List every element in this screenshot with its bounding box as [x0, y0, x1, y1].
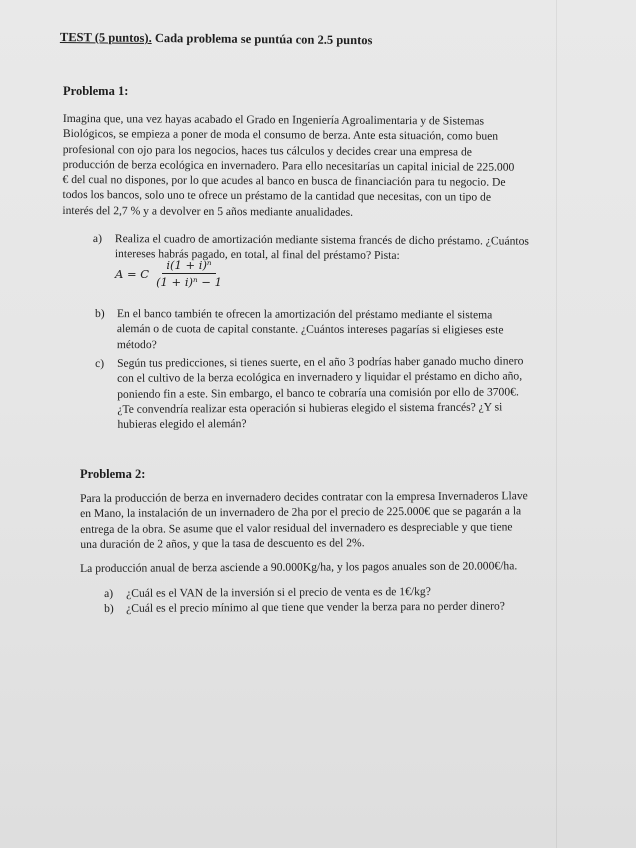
problema2-production: La producción anual de berza asciende a 90.000Kg/ha, y los pagos anuales son de 20.000€/ha.	[80, 559, 518, 575]
problema1-intro-line: profesional con ojo para los negocios, haces tus cálculos y decides crear una empresa de	[62, 142, 472, 159]
item-a-line: Realiza el cuadro de amortización mediante sistema francés de dicho préstamo. ¿Cuántos	[114, 232, 529, 248]
problema1-intro	[62, 111, 547, 221]
item-b-line: alemán o de cuota de capital constante. ¿Cuántos intereses pagarías si eligieses este	[116, 322, 504, 337]
formula-fraction	[152, 258, 226, 289]
problema1-intro-line: Biológicos, se empieza a poner de moda el consumo de berza. Ante esta situación, como buen	[62, 127, 499, 143]
problema1-title: Problema 1:	[63, 84, 129, 98]
problema1-intro-line: producción de berza ecológica en invernadero. Para ello necesitarías un capital inicial de 225.000	[62, 157, 515, 174]
item-a-line: intereses habrás pagado, en total, al final del préstamo? Pista:	[114, 247, 400, 263]
problema1-item-b	[95, 306, 565, 356]
problema1-intro-line: interés del 2,7 % y a devolver en 5 años mediante anualidades.	[62, 203, 354, 219]
item-c-line: Según tus predicciones, si tienes suerte, en el año 3 podrías haber ganado mucho dinero	[117, 354, 524, 370]
formula-numerator: i(1 + i)ⁿ	[162, 258, 215, 274]
item-label: a)	[92, 231, 103, 246]
problema1-intro-line: € del cual no dispones, por lo que acudes al banco en busca de financiación para tu negocio. De	[62, 173, 506, 189]
test-header	[60, 30, 580, 50]
item-b-text: ¿Cuál es el precio mínimo al que tiene que vender la berza para no perder dinero?	[126, 599, 505, 615]
item-c-line: poniendo fin a este. Sin embargo, el banco te cobraría una comisión por ello de 3700€.	[117, 385, 519, 401]
problema2-intro-line: en Mano, la instalación de un invernadero de 2ha por el precio de 225.000€ que se pagarán a la	[80, 504, 522, 521]
item-a-text: ¿Cuál es el VAN de la inversión si el precio de venta es de 1€/kg?	[126, 585, 431, 600]
problema2-intro	[80, 488, 560, 552]
problema2-title: Problema 2:	[80, 467, 146, 481]
problema2-item-b	[104, 598, 554, 617]
formula-lhs: A = C	[115, 266, 150, 281]
formula-denominator: (1 + i)ⁿ − 1	[156, 275, 222, 289]
item-label: b)	[104, 601, 114, 615]
problema2-intro-line: entrega de la obra. Se asume que el valor residual del invernadero es despreciable y que tiene	[80, 519, 513, 536]
item-c-line: hubieras elegido el alemán?	[117, 417, 247, 432]
problema1-item-c	[95, 353, 570, 436]
item-c-line: ¿Te convendría realizar esta operación si hubieras elegido el sistema francés? ¿Y si	[117, 400, 503, 416]
problema2-intro-line: Para la producción de berza en invernadero decides contratar con la empresa Invernaderos Llave	[80, 489, 528, 505]
item-label: a)	[104, 586, 114, 600]
item-b-line: En el banco también te ofrecen la amortización del préstamo mediante el sistema	[116, 307, 493, 322]
item-b-line: método?	[116, 337, 157, 351]
test-header-rest: Cada problema se puntúa con 2.5 puntos	[151, 30, 373, 48]
problema1-intro-line: Imagina que, una vez hayas acabado el Grado en Ingeniería Agroalimentaria y de Sistemas	[62, 111, 485, 128]
item-c-line: con el cultivo de la berza ecológica en invernadero y liquidar el préstamo en dicho año,	[117, 369, 523, 386]
problema2-intro-line: una duración de 2 años, y que la tasa de descuento es del 2%.	[80, 536, 365, 551]
test-header-underlined: TEST (5 puntos).	[59, 30, 152, 45]
item-label: b)	[94, 307, 105, 321]
problema1-intro-line: todos los bancos, solo uno te ofrece un préstamo de la cantidad que necesitas, con un tipo de	[62, 188, 492, 205]
annuity-formula	[115, 258, 226, 289]
item-label: c)	[95, 356, 105, 370]
